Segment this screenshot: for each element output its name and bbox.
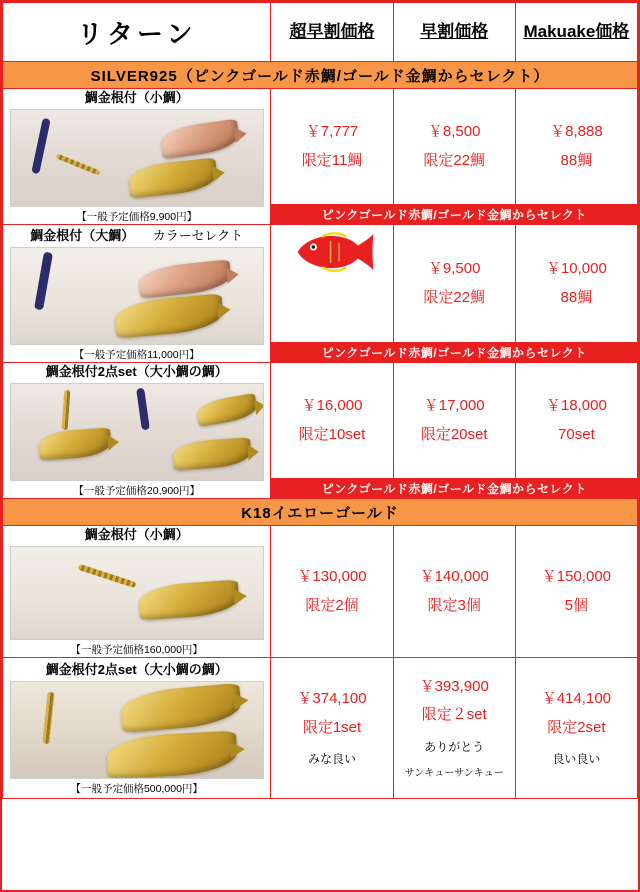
header-price-early: 早割価格 xyxy=(393,3,515,62)
price-limit: 限定2個 xyxy=(305,596,359,614)
price-amount: ￥374,100 xyxy=(297,690,367,708)
price-limit: 限定22鯛 xyxy=(423,288,486,306)
chain-shape xyxy=(42,691,54,743)
price-limit: 70set xyxy=(558,425,595,443)
price-amount: ￥8,500 xyxy=(427,123,481,141)
price-amount: ￥130,000 xyxy=(297,568,367,585)
product-title: 鯛金根付2点set（大小鯛の鯛） xyxy=(45,364,228,379)
price-limit: 5個 xyxy=(564,596,589,614)
product-cell-silver-small xyxy=(3,89,271,225)
price-limit: 限定２set xyxy=(421,706,487,724)
price-amount: ￥9,500 xyxy=(427,260,481,278)
price-limit: 限定11鯛 xyxy=(301,151,363,169)
price-limit: 限定22鯛 xyxy=(423,151,486,169)
section-band-k18: K18イエローゴールド xyxy=(3,499,638,526)
table-row xyxy=(3,225,638,343)
product-caption: 【一般予定価格500,000円】 xyxy=(70,782,203,795)
price-limit: 88鯛 xyxy=(560,288,593,306)
fish-pink-shape xyxy=(137,259,232,298)
price-amount: ￥150,000 xyxy=(541,568,612,585)
header-price-makuake: Makuake価格 xyxy=(515,3,637,62)
red-fish-illustration xyxy=(271,225,392,342)
price-cell-early xyxy=(393,658,515,799)
price-amount: ￥16,000 xyxy=(301,397,363,415)
price-cell-early xyxy=(393,526,515,658)
section-band-row-k18 xyxy=(3,499,638,526)
table-row xyxy=(3,363,638,479)
price-limit: 限定2set xyxy=(547,718,606,736)
product-cell-silver-set xyxy=(3,363,271,499)
table-row xyxy=(3,89,638,205)
fish-tail xyxy=(230,740,245,757)
price-cell-super-early-illustration xyxy=(271,225,393,343)
cord-shape xyxy=(136,388,150,431)
price-cell-super-early xyxy=(271,363,393,479)
price-amount: ￥18,000 xyxy=(545,397,607,415)
chain-shape xyxy=(55,154,100,176)
fish-tail xyxy=(253,397,263,414)
section-band-row-silver xyxy=(3,62,638,89)
fish-tail xyxy=(107,434,119,451)
product-title: 鯛金根付（小鯛） xyxy=(84,90,189,105)
product-caption: 【一般予定価格11,000円】 xyxy=(73,349,200,361)
product-caption: 【一般予定価格20,900円】 xyxy=(73,485,201,497)
fish-tail xyxy=(233,587,247,604)
chain-shape xyxy=(61,390,70,430)
fish-tail xyxy=(226,266,240,283)
product-title: 鯛金根付2点set（大小鯛の鯛） xyxy=(45,661,228,677)
fish-gold-shape xyxy=(195,393,258,427)
table-header-row xyxy=(3,3,638,62)
product-photo xyxy=(10,109,264,207)
price-cell-super-early xyxy=(271,526,393,658)
product-caption: 【一般予定価格160,000円】 xyxy=(70,644,203,656)
product-photo xyxy=(10,546,264,640)
fish-gold-shape xyxy=(138,580,240,621)
price-amount: ￥7,777 xyxy=(305,123,359,141)
price-amount: ￥393,900 xyxy=(419,677,489,695)
price-limit: 限定1set xyxy=(302,718,362,736)
select-band: ピンクゴールド赤鯛/ゴールド金鯛からセレクト xyxy=(271,479,638,499)
fish-tail xyxy=(212,165,226,182)
product-photo xyxy=(10,681,264,779)
product-cell-k18-small xyxy=(3,526,271,658)
price-cell-early xyxy=(393,225,515,343)
price-amount: ￥10,000 xyxy=(545,260,607,278)
price-note: みな良い xyxy=(308,752,357,767)
cord-shape xyxy=(34,252,53,311)
price-note: ありがとう xyxy=(424,739,485,754)
product-title: 鯛金根付（大鯛） xyxy=(30,228,135,243)
fish-tail xyxy=(234,692,249,709)
red-fish-icon xyxy=(289,225,375,279)
table-row xyxy=(3,526,638,658)
price-amount: ￥17,000 xyxy=(423,397,485,415)
fish-pink-shape xyxy=(159,119,240,160)
price-note-secondary: サンキューサンキュー xyxy=(404,768,504,780)
header-price-super-early: 超早割価格 xyxy=(271,3,393,62)
product-photo xyxy=(10,247,264,345)
price-limit: 限定10set xyxy=(298,425,366,443)
fish-gold-shape xyxy=(38,428,112,461)
price-limit: 限定3個 xyxy=(427,596,481,614)
header-return: リターン xyxy=(3,3,271,62)
main-table xyxy=(2,2,638,799)
price-limit: 88鯛 xyxy=(560,151,593,169)
price-cell-makuake xyxy=(515,526,637,658)
table-row xyxy=(3,658,638,799)
product-cell-k18-set xyxy=(3,658,271,799)
product-photo xyxy=(10,383,264,481)
fish-tail xyxy=(233,125,247,143)
fish-gold-shape xyxy=(172,437,252,470)
product-cell-silver-large xyxy=(3,225,271,363)
price-cell-makuake xyxy=(515,363,637,479)
price-cell-makuake xyxy=(515,225,637,343)
price-cell-makuake xyxy=(515,89,637,205)
fish-gold-shape xyxy=(127,157,218,198)
price-cell-super-early xyxy=(271,89,393,205)
price-cell-early xyxy=(393,363,515,479)
cord-shape xyxy=(31,118,50,174)
price-cell-super-early xyxy=(271,658,393,799)
price-cell-makuake xyxy=(515,658,637,799)
select-band: ピンクゴールド赤鯛/ゴールド金鯛からセレクト xyxy=(271,343,638,363)
fish-tail xyxy=(217,302,231,319)
section-band-silver: SILVER925（ピンクゴールド赤鯛/ゴールド金鯛からセレクト） xyxy=(3,62,638,89)
product-title: 鯛金根付（小鯛） xyxy=(84,527,189,542)
price-amount: ￥414,100 xyxy=(541,690,612,708)
fish-gold-shape xyxy=(113,293,224,338)
price-note: 良い良い xyxy=(552,752,601,767)
price-limit: 限定20set xyxy=(420,425,488,443)
select-band: ピンクゴールド赤鯛/ゴールド金鯛からセレクト xyxy=(271,205,638,225)
fish-tail xyxy=(247,444,259,461)
price-amount: ￥140,000 xyxy=(419,568,489,585)
price-cell-early xyxy=(393,89,515,205)
fish-gold-shape xyxy=(119,682,242,732)
chain-shape xyxy=(77,564,136,588)
product-caption: 【一般予定価格9,900円】 xyxy=(76,211,198,223)
fish-gold-shape xyxy=(106,730,238,778)
product-subtitle: カラーセレクト xyxy=(152,228,244,243)
price-amount: ￥8,888 xyxy=(550,123,603,141)
